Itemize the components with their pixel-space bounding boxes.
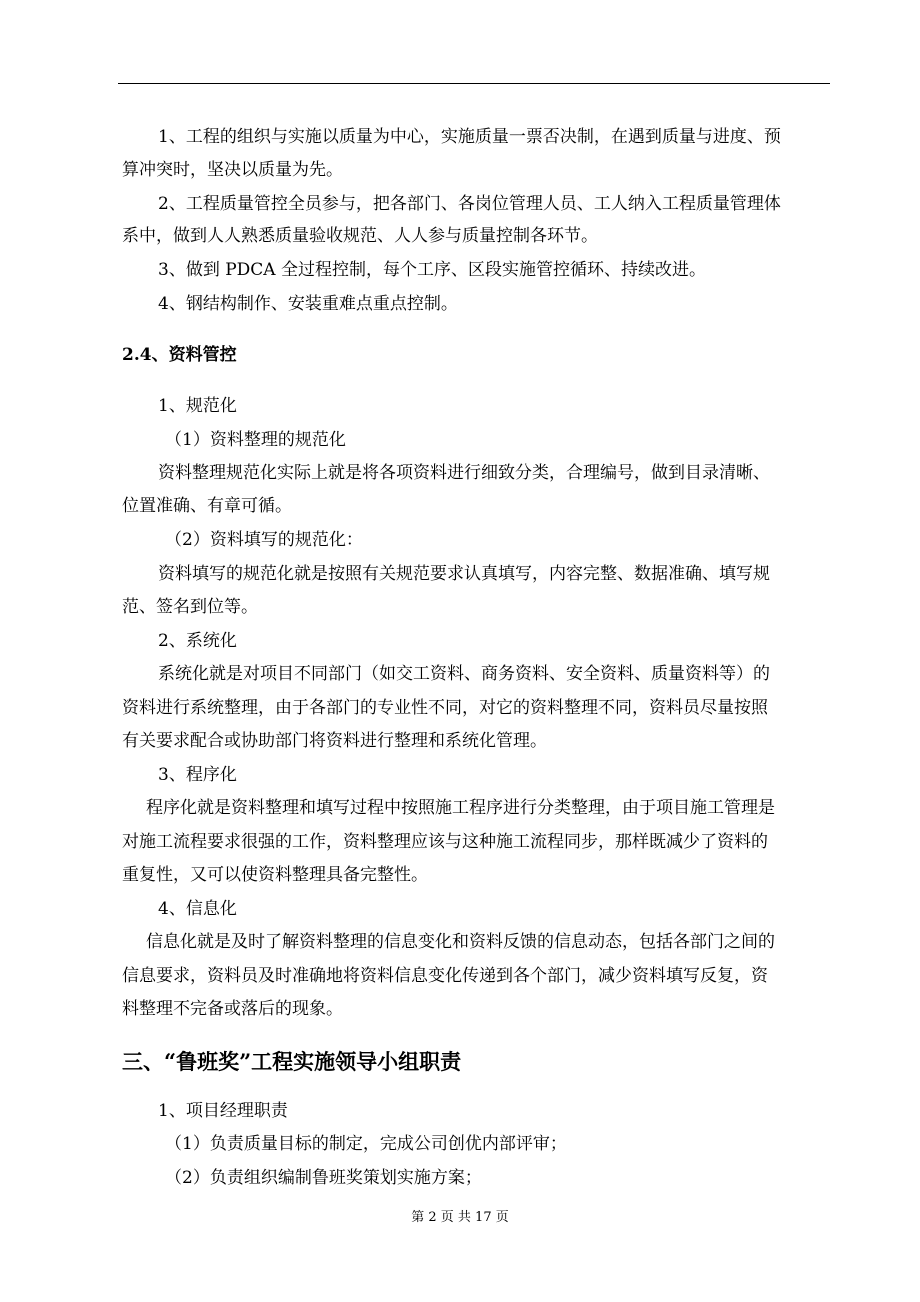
page-footer: 第 2 页 共 17 页 <box>411 1210 509 1225</box>
chapter-heading: 三、“鲁班奖”工程实施领导小组职责 <box>122 1049 462 1074</box>
paragraph-line: 位置准确、有章可循。 <box>122 496 292 516</box>
paragraph-line: 资料进行系统整理，由于各部门的专业性不同，对它的资料整理不同，资料员尽量按照 <box>122 698 768 718</box>
list-item: （1）资料整理的规范化 <box>165 430 346 450</box>
paragraph-line: 对施工流程要求很强的工作，资料整理应该与这种施工流程同步，那样既减少了资料的 <box>122 832 768 852</box>
paragraph-line: 4、钢结构制作、安装重难点重点控制。 <box>158 294 458 314</box>
paragraph-line: 3、做到 PDCA 全过程控制，每个工序、区段实施管控循环、持续改进。 <box>158 260 706 280</box>
list-item: 3、程序化 <box>158 765 237 785</box>
paragraph-line: 信息要求，资料员及时准确地将资料信息变化传递到各个部门，减少资料填写反复，资 <box>122 966 768 986</box>
paragraph-line: 程序化就是资料整理和填写过程中按照施工程序进行分类整理，由于项目施工管理是 <box>146 798 775 818</box>
list-item: 4、信息化 <box>158 899 237 919</box>
paragraph-line: 1、工程的组织与实施以质量为中心，实施质量一票否决制，在遇到质量与进度、预 <box>158 127 781 147</box>
list-item: 1、规范化 <box>158 396 237 416</box>
list-item: （1）负责质量目标的制定，完成公司创优内部评审； <box>165 1134 567 1154</box>
paragraph-line: 资料填写的规范化就是按照有关规范要求认真填写，内容完整、数据准确、填写规 <box>158 564 770 584</box>
paragraph-line: 信息化就是及时了解资料整理的信息变化和资料反馈的信息动态，包括各部门之间的 <box>146 932 775 952</box>
paragraph-line: 范、签名到位等。 <box>122 597 258 617</box>
paragraph-line: 系统化就是对项目不同部门（如交工资料、商务资料、安全资料、质量资料等）的 <box>158 664 770 684</box>
paragraph-line: 2、工程质量管控全员参与，把各部门、各岗位管理人员、工人纳入工程质量管理体 <box>158 194 781 214</box>
header-rule <box>118 83 830 84</box>
paragraph-line: 重复性，又可以使资料整理具备完整性。 <box>122 865 428 885</box>
paragraph-line: 有关要求配合或协助部门将资料进行整理和系统化管理。 <box>122 731 547 751</box>
list-item: 2、系统化 <box>158 631 237 651</box>
paragraph-line: 资料整理规范化实际上就是将各项资料进行细致分类，合理编号，做到目录清晰、 <box>158 463 770 483</box>
list-item: 1、项目经理职责 <box>158 1101 288 1121</box>
paragraph-line: 料整理不完备或落后的现象。 <box>122 999 343 1019</box>
paragraph-line: 算冲突时，坚决以质量为先。 <box>122 160 343 180</box>
section-heading: 2.4、资料管控 <box>122 345 237 365</box>
paragraph-line: 系中，做到人人熟悉质量验收规范、人人参与质量控制各环节。 <box>122 226 598 246</box>
list-item: （2）资料填写的规范化： <box>165 530 363 550</box>
list-item: （2）负责组织编制鲁班奖策划实施方案； <box>165 1168 482 1188</box>
